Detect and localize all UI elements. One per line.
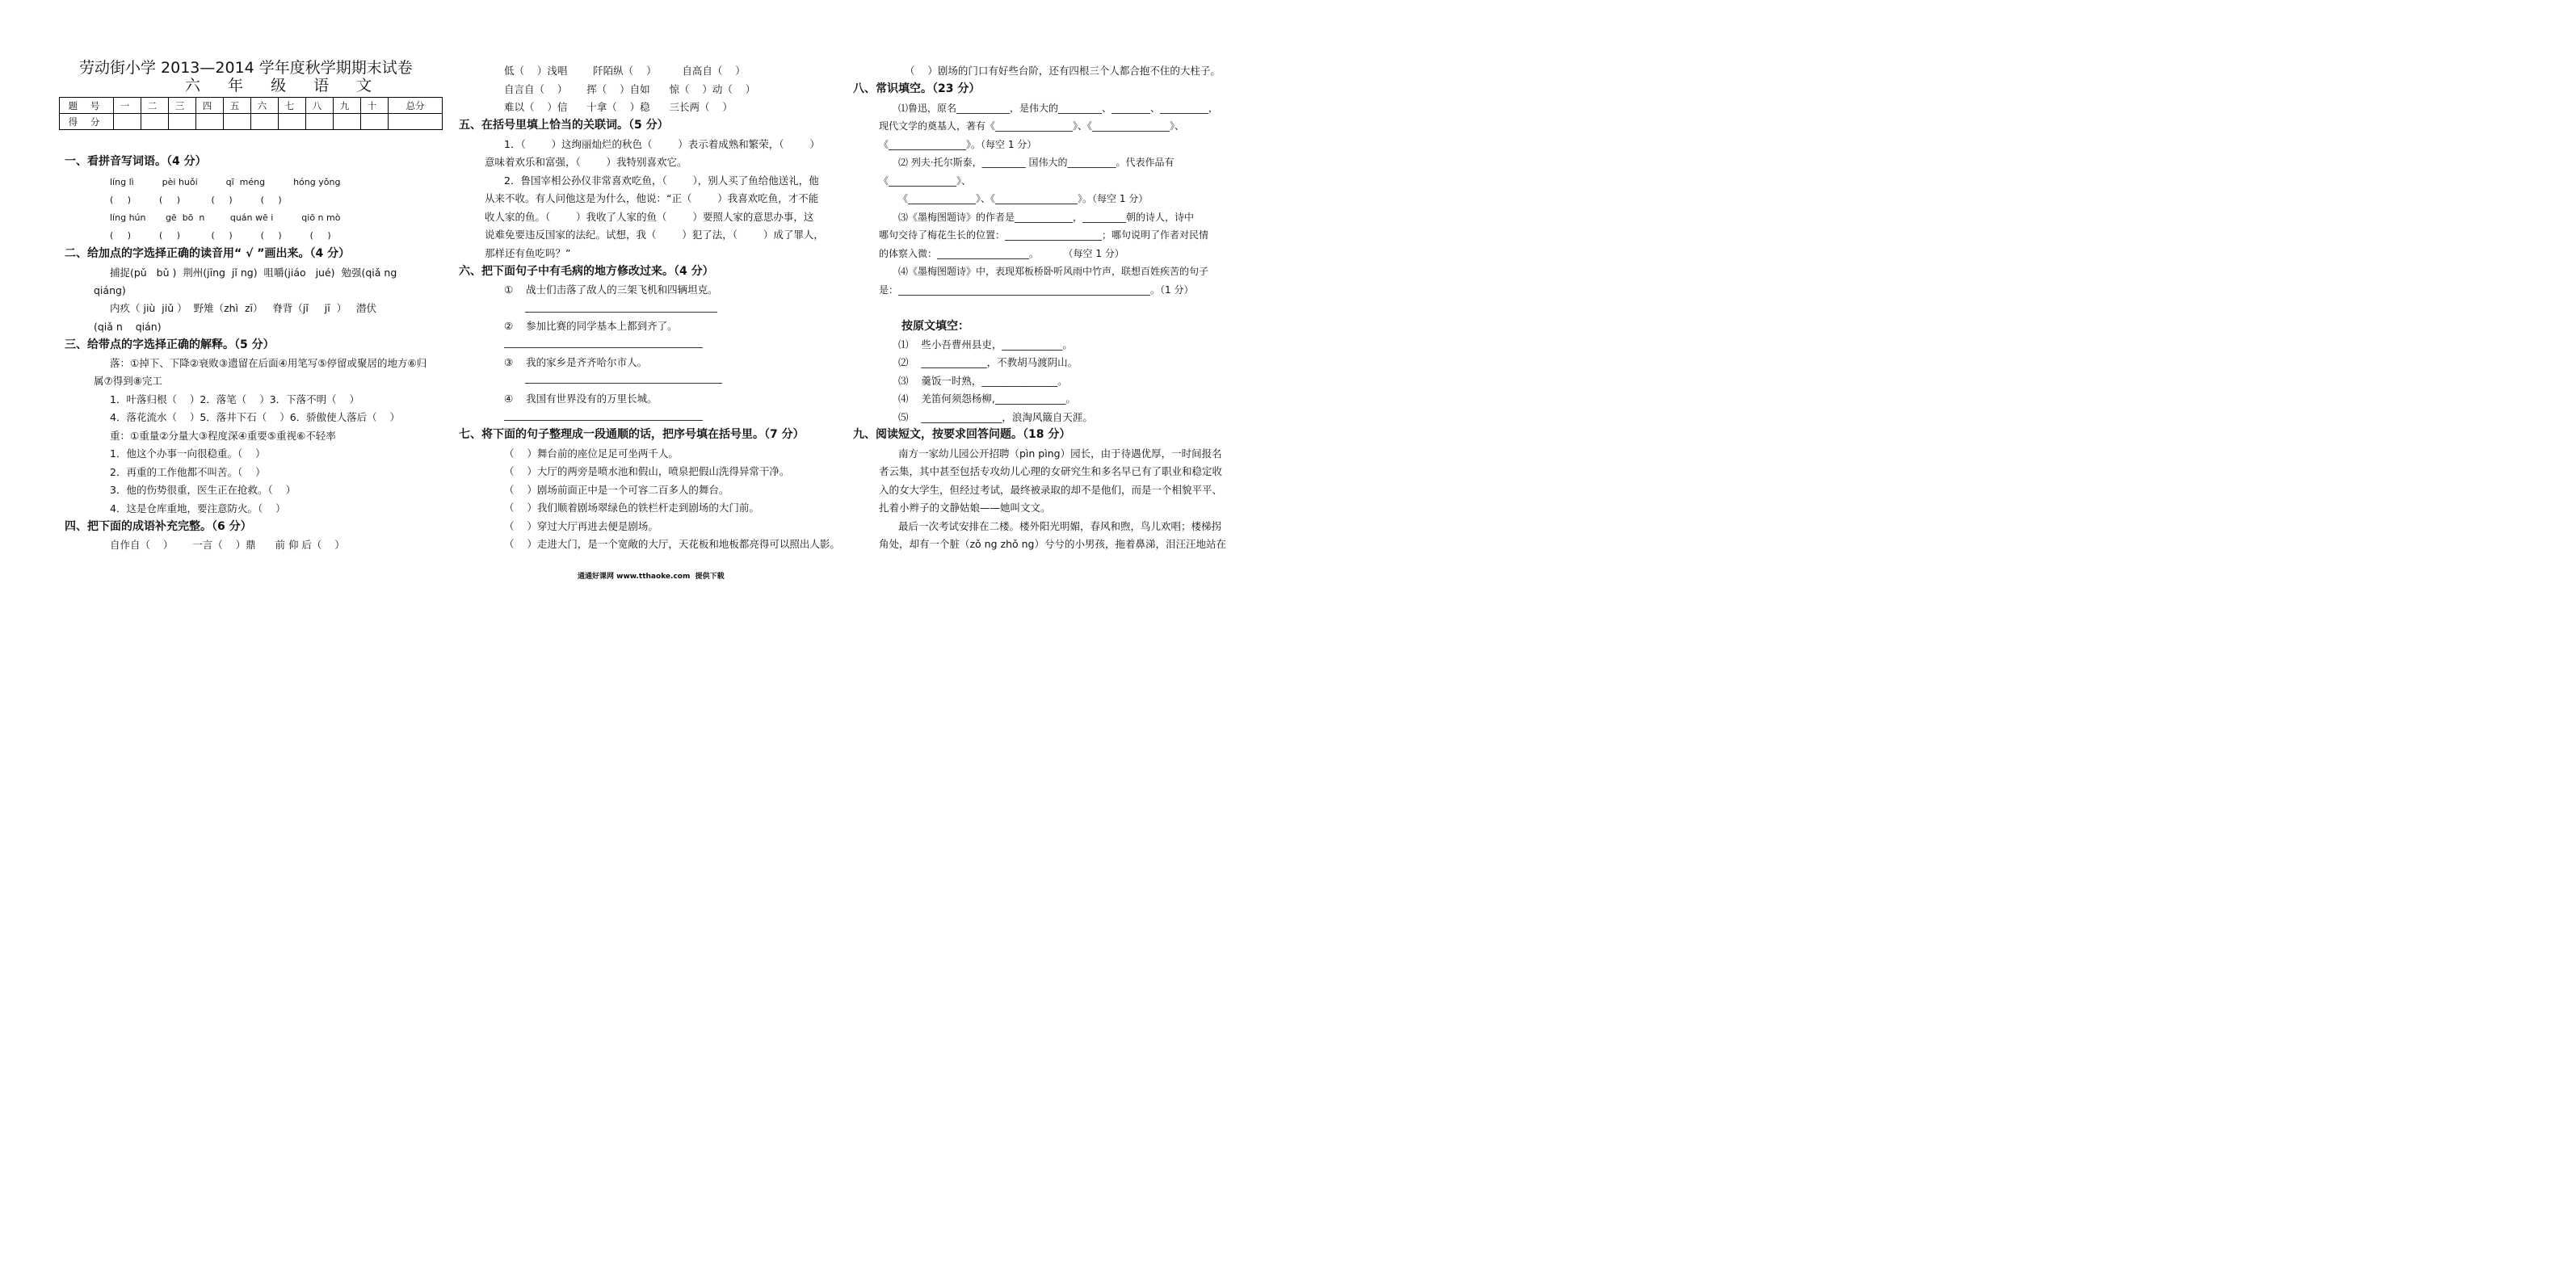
question-line: 1．叶落归根（ ）2．落笔（ ）3．下落不明（ ） <box>110 393 360 405</box>
pinyin-line: líng hún gē bō n quán wē i qiō n mò <box>110 212 341 223</box>
question-line: （ ）大厅的两旁是喷水池和假山，喷泉把假山洗得异常干净。 <box>504 465 790 477</box>
question-line: 现代文学的奠基人，著有《________________》、《________________》、 <box>879 120 1185 132</box>
score-blank-cell[interactable] <box>279 114 306 130</box>
question-line: ⑵ _____________，不教胡马渡阴山。 <box>898 356 1078 368</box>
question-line: ⑴鲁迅，原名___________，是伟大的_________、________、__________， <box>898 103 1219 114</box>
score-table-cell: 题 号 <box>60 98 114 114</box>
section-8-heading: 八、常识填空。（23 分） <box>853 82 981 95</box>
passage-line: 最后一次考试安排在二楼。楼外阳光明媚，春风和煦，鸟儿欢唱；楼梯拐 <box>898 520 1222 532</box>
score-table-cell: 八 <box>306 98 334 114</box>
passage-line: 入的女大学生，但经过考试，最终被录取的却不是他们，而是一个相貌平平、 <box>879 484 1223 496</box>
question-line: 2．再重的工作他都不叫苦。（ ） <box>110 466 266 478</box>
question-line: 4．落花流水（ ）5．落井下石（ ）6．骄傲使人落后（ ） <box>110 411 401 423</box>
answer-line[interactable] <box>504 347 703 348</box>
score-blank-cell[interactable] <box>361 114 389 130</box>
question-line: 捕捉(pǔ bǔ ) 荆州(jīng jǐ ng) 咀嚼(jiáo jué) 勉强(qiǎ ng <box>110 267 397 279</box>
question-line: ① 战士们击落了敌人的三架飞机和四辆坦克。 <box>504 283 718 296</box>
question-line: 意味着欢乐和富强，（ ）我特别喜欢它。 <box>485 156 687 168</box>
score-table-cell: 四 <box>196 98 224 114</box>
question-line: 从来不收。有人问他这是为什么，他说：“正（ ）我喜欢吃鱼，才不能 <box>485 192 819 204</box>
section-1-heading: 一、看拼音写词语。（4 分） <box>65 155 207 168</box>
exam-subtitle: 六 年 级 语 文 <box>185 77 384 94</box>
question-line: 的体察入微：___________________。 （每空 1 分） <box>879 248 1124 259</box>
question-line: 落：①掉下、下降②衰败③遗留在后面④用笔写⑤停留或聚居的地方⑥归 <box>110 357 427 369</box>
question-line: ⑶《墨梅图题诗》的作者是____________，_________朝的诗人，诗中 <box>898 212 1195 223</box>
score-table-cell: 得 分 <box>60 114 114 130</box>
score-blank-cell[interactable] <box>141 114 169 130</box>
question-line: （ ）剧场的门口有好些台阶，还有四根三个人都合抱不住的大柱子。 <box>905 65 1221 77</box>
question-line: 4．这是仓库重地，要注意防火。（ ） <box>110 502 286 514</box>
passage-line: 南方一家幼儿园公开招聘（pìn pìng）园长，由于待遇优厚，一时间报名 <box>898 447 1222 460</box>
question-line: ⑸ ________________，浪淘风簸自天涯。 <box>898 411 1093 423</box>
question-line: （ ）我们顺着剧场翠绿色的铁栏杆走到剧场的大门前。 <box>504 502 759 514</box>
question-line: 难以（ ）信 十拿（ ）稳 三长两（ ） <box>504 101 733 113</box>
section-4-heading: 四、把下面的成语补充完整。（6 分） <box>65 520 252 533</box>
answer-line[interactable] <box>525 312 717 313</box>
passage-line: 者云集，其中甚至包括专攻幼儿心理的女研究生和多名早已有了职业和稳定收 <box>879 465 1223 477</box>
score-blank-cell[interactable] <box>224 114 251 130</box>
question-line: ④ 我国有世界没有的万里长城。 <box>504 393 658 405</box>
question-line: （ ）剧场前面正中是一个可容二百多人的舞台。 <box>504 484 729 496</box>
question-line: ③ 我的家乡是齐齐哈尔市人。 <box>504 356 648 368</box>
question-line: 低（ ）浅唱 阡陌纵（ ） 自高自（ ） <box>504 65 746 77</box>
question-line: 自言自（ ） 挥（ ）自如 惊（ ）动（ ） <box>504 83 756 95</box>
answer-line[interactable] <box>525 383 722 384</box>
question-line: ⑶ 羹饭一时熟，_______________。 <box>898 375 1068 387</box>
fill-in-heading: 按原文填空： <box>901 320 969 333</box>
score-table-cell: 二 <box>141 98 169 114</box>
question-line: 属⑦得到⑧完工 <box>94 375 162 387</box>
question-line: ⑴ 些小吾曹州县吏，____________。 <box>898 338 1073 351</box>
question-line: （ ）穿过大厅再进去便是剧场。 <box>504 520 658 532</box>
score-blank-cell[interactable] <box>169 114 196 130</box>
score-table-cell: 三 <box>169 98 196 114</box>
score-blank-cell[interactable] <box>389 114 443 130</box>
score-table-cell: 七 <box>279 98 306 114</box>
question-line: 重：①重量②分量大③程度深④重要⑤重视⑥不轻率 <box>110 430 336 442</box>
question-line: ⑷《墨梅图题诗》中，表现郑板桥卧听风雨中竹声，联想百姓疾苦的句子 <box>898 266 1209 277</box>
score-table <box>59 97 443 130</box>
section-6-heading: 六、把下面句子中有毛病的地方修改过来。（4 分） <box>459 265 714 278</box>
score-table-cell: 六 <box>251 98 279 114</box>
passage-line: 角处，却有一个脏（zǒ ng zhǒ ng）兮兮的小男孩，拖着鼻涕，泪汪汪地站在 <box>879 538 1226 550</box>
section-2-heading: 二、给加点的字选择正确的读音用“ √ ”画出来。（4 分） <box>65 247 351 260</box>
question-line: 3．他的伤势很重，医生正在抢救。（ ） <box>110 484 296 496</box>
question-line: 收人家的鱼。（ ）我收了人家的鱼（ ）要照人家的意思办事，这 <box>485 211 814 223</box>
pinyin-line: líng lì pèi huǒi qī méng hóng yǒng <box>110 177 341 187</box>
question-line: 哪句交待了梅花生长的位置：____________________；哪句说明了作者对民情 <box>879 229 1209 241</box>
score-table-cell: 五 <box>224 98 251 114</box>
question-line: 《______________》、 <box>879 175 972 187</box>
score-table-cell: 总分 <box>389 98 443 114</box>
score-blank-cell[interactable] <box>114 114 141 130</box>
score-table-header-row <box>60 98 443 114</box>
score-table-cell: 一 <box>114 98 141 114</box>
score-blank-cell[interactable] <box>251 114 279 130</box>
question-line: 《______________》、《_________________》。（每空 1 分） <box>898 193 1149 204</box>
score-blank-cell[interactable] <box>334 114 361 130</box>
score-blank-cell[interactable] <box>196 114 224 130</box>
answer-brackets[interactable]: ( ) ( ) ( ) ( ) <box>110 195 282 205</box>
score-table-score-row <box>60 114 443 130</box>
question-line: （ ）舞台前的座位足足可坐两千人。 <box>504 447 679 460</box>
question-line: 《________________》。（每空 1 分） <box>879 139 1037 150</box>
section-9-heading: 九、阅读短文，按要求回答问题。（18 分） <box>853 428 1071 441</box>
score-table-cell: 十 <box>361 98 389 114</box>
answer-line[interactable] <box>504 420 703 421</box>
section-3-heading: 三、给带点的字选择正确的解释。（5 分） <box>65 338 275 351</box>
section-5-heading: 五、在括号里填上恰当的关联词。（5 分） <box>459 119 669 132</box>
score-table-cell: 九 <box>334 98 361 114</box>
exam-title: 劳动街小学 2013—2014 学年度秋学期期末试卷 <box>79 59 413 77</box>
question-line: 那样还有鱼吃吗？” <box>485 247 571 259</box>
question-line: ⑷ 羌笛何须怨杨柳,______________。 <box>898 393 1076 405</box>
score-blank-cell[interactable] <box>306 114 334 130</box>
question-line: 1．他这个办事一向很稳重。（ ） <box>110 447 266 460</box>
question-line: 1．（ ）这绚丽灿烂的秋色（ ）表示着成熟和繁荣，（ ） <box>504 138 820 150</box>
question-line: （ ）走进大门，是一个宽敞的大厅，天花板和地板都亮得可以照出人影。 <box>504 538 840 550</box>
question-line: 2．鲁国宰相公孙仪非常喜欢吃鱼，（ ），别人买了鱼给他送礼，他 <box>504 174 819 187</box>
question-line: 自作自（ ） 一言（ ）鼎 前 仰 后（ ） <box>110 539 345 551</box>
question-line: ② 参加比赛的同学基本上都到齐了。 <box>504 320 678 332</box>
section-7-heading: 七、将下面的句子整理成一段通顺的话，把序号填在括号里。（7 分） <box>459 428 805 441</box>
question-line: 说难免要违反国家的法纪。试想，我（ ）犯了法，（ ）成了罪人， <box>485 229 824 241</box>
question-line: ⑵ 列夫·托尔斯泰，_________ 国伟大的__________。代表作品有 <box>898 157 1175 168</box>
page-footer: 通通好课网 www.tthaoke.com 提供下载 <box>578 573 725 581</box>
question-line: qiáng) <box>94 284 126 296</box>
question-line: 是：____________________________________________________。（1 分） <box>879 284 1194 296</box>
question-line: 内疚（ jiù jiǔ ） 野雉（zhì zī） 脊背（jǐ jī ） 潜伏 <box>110 302 377 314</box>
answer-brackets[interactable]: ( ) ( ) ( ) ( ) ( ) <box>110 230 331 241</box>
passage-line: 扎着小辫子的文静姑娘——她叫文文。 <box>879 502 1051 514</box>
question-line: (qiǎ n qián) <box>94 321 162 333</box>
